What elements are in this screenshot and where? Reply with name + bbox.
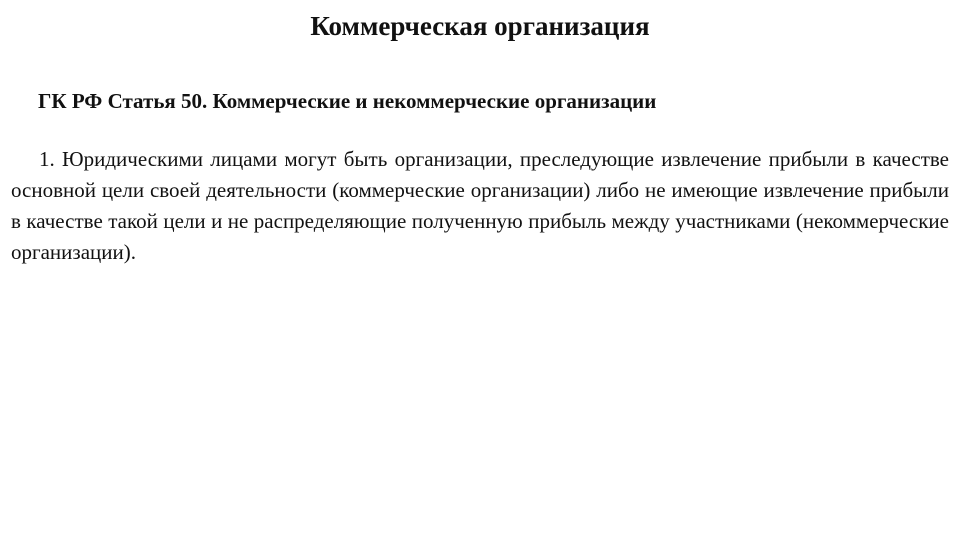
slide-title: Коммерческая организация [310, 11, 650, 41]
article-paragraph: 1. Юридическими лицами могут быть организации, преследующие извлечение прибыли в качестве основной цели своей деятельности (коммерческие организации) либо не имеющие извлечение прибыли в качестве такой цели и не распределяющие полученную прибыль между участниками (некоммерческие организации). [11, 147, 949, 264]
article-heading: ГК РФ Статья 50. Коммерческие и некоммерческие организации [38, 89, 657, 113]
